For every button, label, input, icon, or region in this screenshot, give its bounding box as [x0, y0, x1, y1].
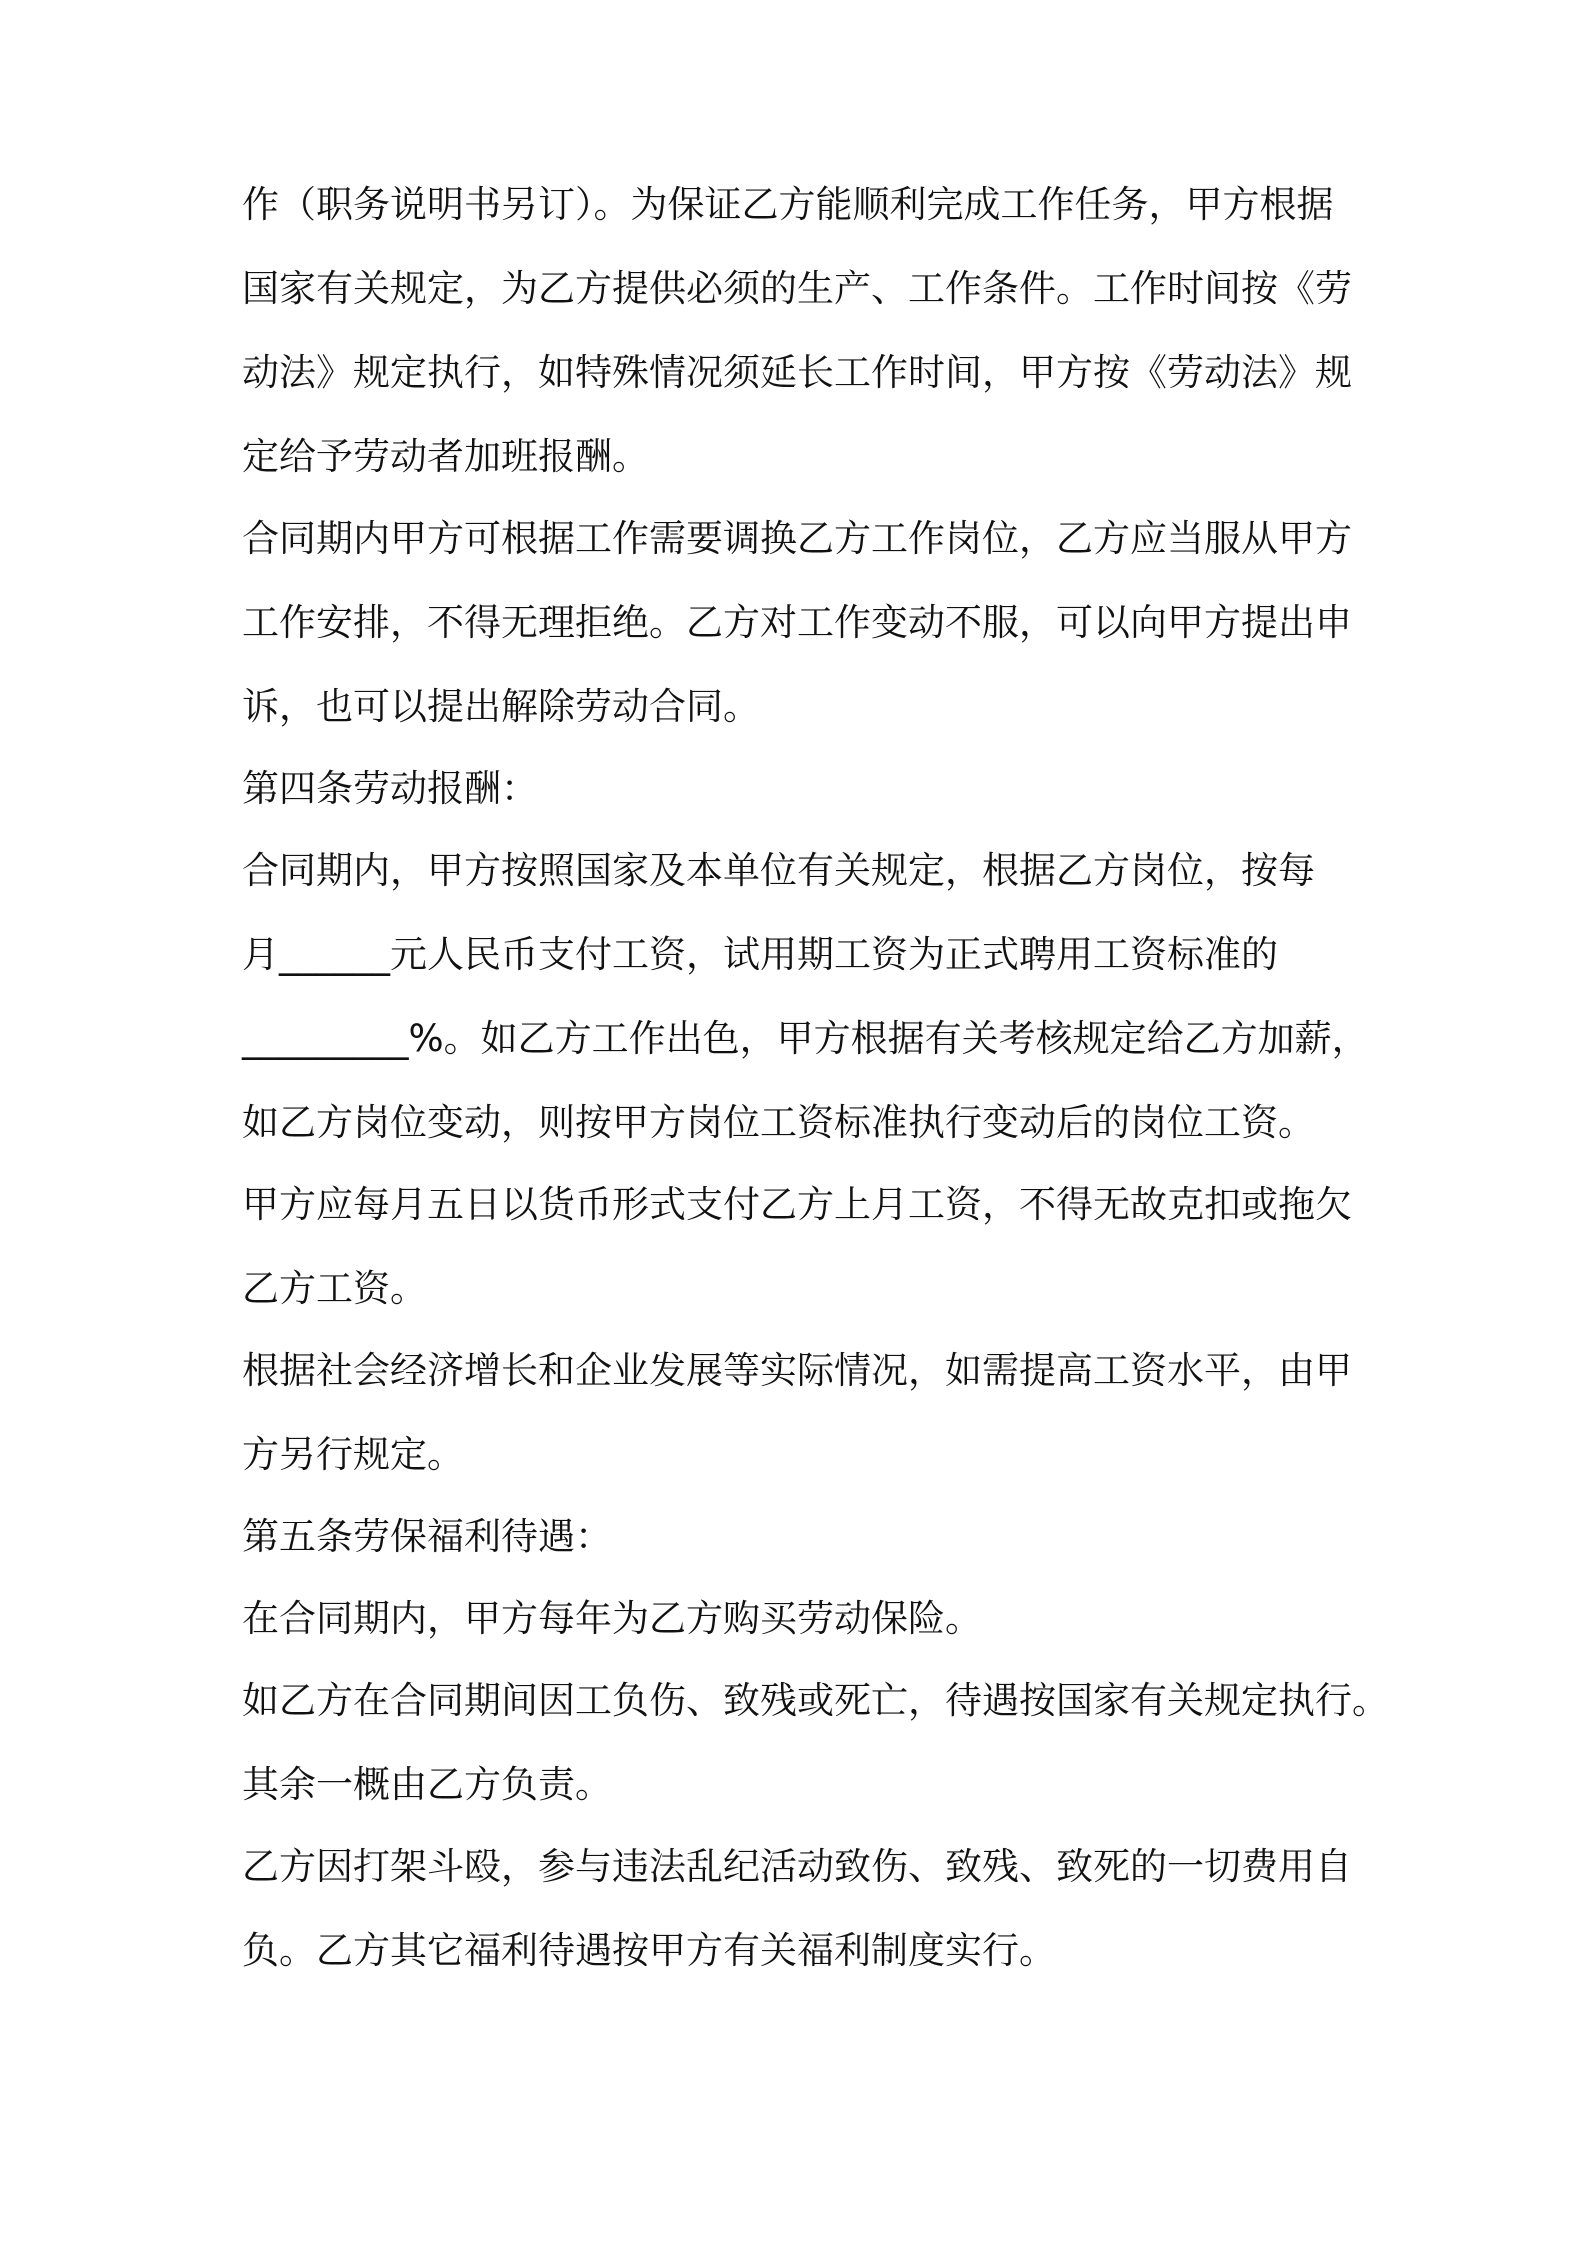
text-line: 合同期内甲方可根据工作需要调换乙方工作岗位，乙方应当服从甲方: [242, 517, 1352, 560]
section-heading-article-4: [242, 768, 1352, 810]
text-line: 在合同期内，甲方每年为乙方购买劳动保险。: [242, 1597, 982, 1640]
text-line: 定给予劳动者加班报酬。: [242, 435, 649, 478]
text-line: 如乙方岗位变动，则按甲方岗位工资标准执行变动后的岗位工资。: [242, 1101, 1315, 1144]
text-line: 动法》规定执行，如特殊情况须延长工作时间，甲方按《劳动法》规: [242, 351, 1352, 394]
paragraph-misconduct: [242, 1846, 1352, 1972]
text-line: 工作安排，不得无理拒绝。乙方对工作变动不服，可以向甲方提出申: [242, 601, 1352, 644]
text-line: 作（职务说明书另订）。为保证乙方能顺利完成工作任务，甲方根据: [242, 183, 1334, 226]
text-line: 方另行规定。: [242, 1433, 464, 1476]
text-line: 国家有关规定，为乙方提供必须的生产、工作条件。工作时间按《劳: [242, 267, 1352, 310]
text-line: 乙方工资。: [242, 1267, 427, 1310]
text-line: 乙方因打架斗殴，参与违法乱纪活动致伤、致残、致死的一切费用自: [242, 1845, 1352, 1888]
paragraph-job-duties: [242, 184, 1352, 478]
paragraph-salary: [242, 849, 1369, 1144]
section-heading-article-5: [242, 1516, 1352, 1558]
text-line: 如乙方在合同期间因工负伤、致残或死亡，待遇按国家有关规定执行。: [242, 1679, 1389, 1722]
text-line: _________%。如乙方工作出色，甲方根据有关考核规定给乙方加薪，: [242, 1017, 1369, 1060]
paragraph-pay-date: [242, 1184, 1352, 1310]
section-heading: 第五条劳保福利待遇：: [242, 1515, 612, 1558]
text-line: 月______元人民币支付工资，试用期工资为正式聘用工资标准的: [242, 933, 1278, 976]
section-heading: 第四条劳动报酬：: [242, 767, 538, 810]
paragraph-position-change: [242, 518, 1352, 728]
text-line: 其余一概由乙方负责。: [242, 1763, 612, 1806]
text-line: 诉，也可以提出解除劳动合同。: [242, 685, 760, 728]
paragraph-insurance: [242, 1598, 1352, 1640]
document-page: [242, 183, 1389, 1972]
text-line: 根据社会经济增长和企业发展等实际情况，如需提高工资水平，由甲: [242, 1349, 1352, 1392]
paragraph-work-injury: [242, 1679, 1389, 1806]
text-line: 甲方应每月五日以货币形式支付乙方上月工资，不得无故克扣或拖欠: [242, 1183, 1352, 1226]
text-line: 负。乙方其它福利待遇按甲方有关福利制度实行。: [242, 1929, 1056, 1972]
text-line: 合同期内，甲方按照国家及本单位有关规定，根据乙方岗位，按每: [242, 849, 1315, 892]
paragraph-wage-increase: [242, 1350, 1352, 1476]
